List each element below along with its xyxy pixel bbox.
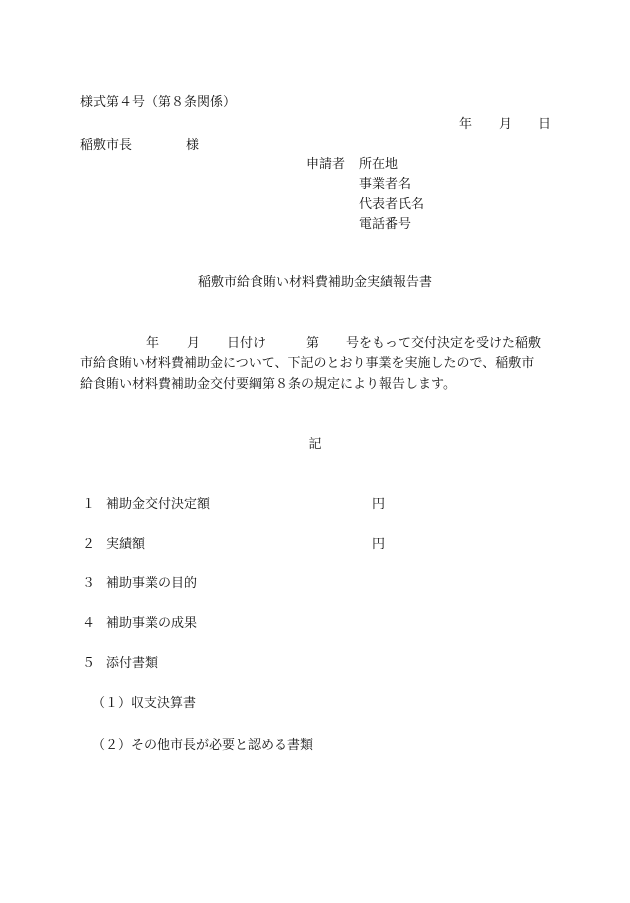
item-unit: 円	[372, 497, 386, 512]
phone-label: 電話番号	[359, 217, 412, 232]
item-number: ５	[82, 656, 96, 671]
item-number: ３	[82, 576, 96, 591]
business-name-label: 事業者名	[359, 177, 412, 192]
item-label: 添付書類	[106, 656, 159, 671]
item-label: 補助事業の目的	[106, 576, 198, 591]
item-label: 補助金交付決定額	[106, 497, 211, 512]
address-label: 所在地	[359, 157, 399, 172]
addressee-honorific: 様	[186, 138, 200, 153]
body-date-suffix: 日付け	[227, 336, 267, 351]
item-label: 実績額	[106, 537, 146, 552]
attachment-item: （１）収支決算書	[92, 696, 197, 711]
ki-heading: 記	[308, 437, 322, 452]
body-month: 月	[187, 336, 201, 351]
body-no-prefix: 第	[306, 336, 320, 351]
body-line1-rest: 号をもって交付決定を受けた稲敷	[346, 336, 542, 351]
item-number: ２	[82, 537, 96, 552]
attachment-item: （２）その他市長が必要と認める書類	[92, 738, 314, 753]
item-number: １	[82, 497, 96, 512]
body-line2: 市給食賄い材料費補助金について、下記のとおり事業を実施したので、稲敷市	[80, 356, 535, 371]
body-line3: 給食賄い材料費補助金交付要綱第８条の規定により報告します。	[80, 377, 456, 392]
date-year-label: 年	[459, 117, 473, 132]
addressee: 稲敷市長	[80, 138, 133, 153]
applicant-label: 申請者	[306, 157, 346, 172]
item-number: ４	[82, 616, 96, 631]
item-label: 補助事業の成果	[106, 616, 198, 631]
body-year: 年	[146, 336, 160, 351]
form-number: 様式第４号（第８条関係）	[80, 95, 237, 110]
document-title: 稲敷市給食賄い材料費補助金実績報告書	[197, 275, 432, 290]
representative-label: 代表者氏名	[359, 197, 425, 212]
item-unit: 円	[372, 537, 386, 552]
date-month-label: 月	[499, 117, 513, 132]
date-day-label: 日	[538, 117, 552, 132]
